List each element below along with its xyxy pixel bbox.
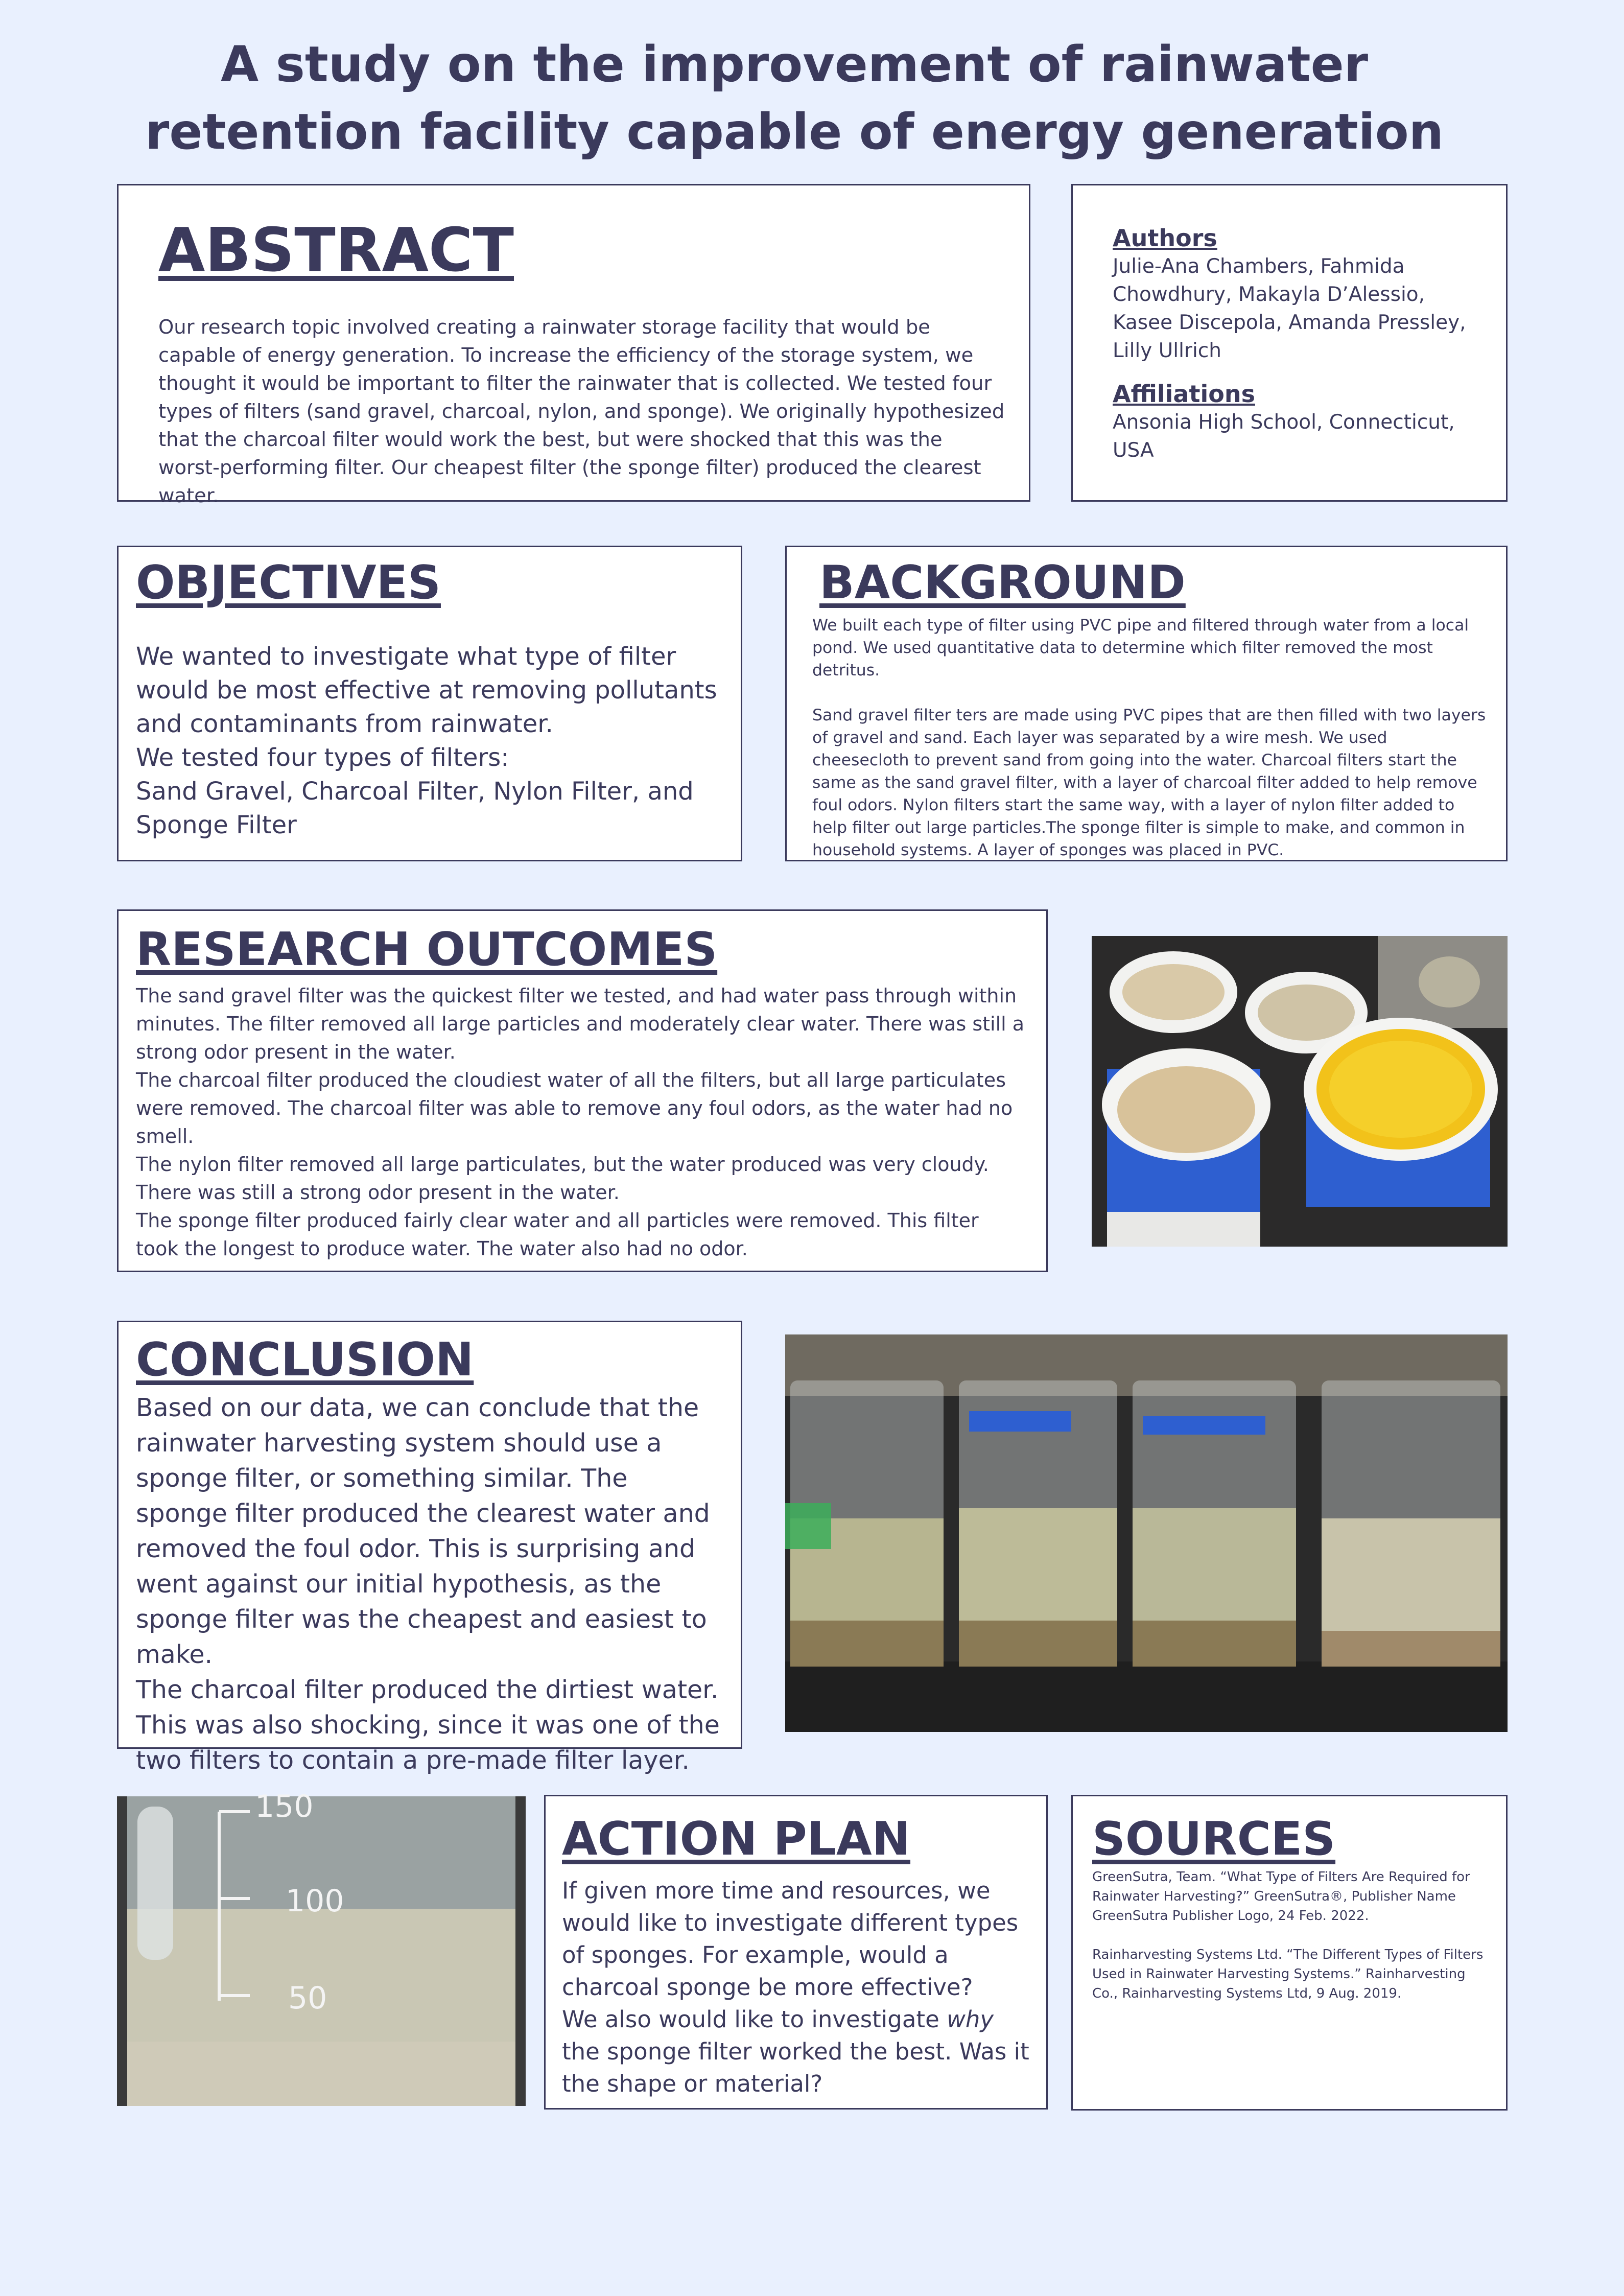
sources-box [1071, 1795, 1508, 2111]
abstract-heading: ABSTRACT [158, 215, 514, 285]
outcomes-heading: RESEARCH OUTCOMES [136, 923, 718, 976]
title-line-2: retention facility capable of energy generation [145, 103, 1444, 160]
action-plan-text [562, 1875, 1033, 2100]
beaker-mark-100: 100 [286, 1883, 344, 1919]
affiliations-heading: Affiliations [1113, 380, 1255, 408]
sources-heading: SOURCES [1092, 1812, 1336, 1866]
objectives-box [117, 546, 742, 861]
background-para-1: We built each type of filter using PVC pipe and filtered through water from a local pond. We used quantitative data to determine which filter removed the most detritus. [812, 616, 1469, 680]
objectives-text: We wanted to investigate what type of filter would be most effective at removing pollutants and contaminants from rainwater. We tested four types of filters: Sand Gravel, Charcoal Filter, Nylon Filter, and Sponge Filter [136, 642, 717, 839]
beaker-closeup-graphic [117, 1789, 526, 2106]
background-para-2: Sand gravel filter ters are made using PVC pipes that are then filled with two layers of gravel and sand. Each layer was separated by a wire mesh. We used cheesecloth to prevent sand from going into the water. Charcoal filters start the same as the sand gravel filter, with a layer of charcoal filter added to help remove foul odors. Nylon filters start the same way, with a layer of nylon filter added to help filter out large particles.The sponge filter is simple to make, and common in household systems. A layer of sponges was placed in PVC. [812, 706, 1486, 859]
outcomes-box [117, 909, 1048, 1272]
conclusion-box [117, 1321, 742, 1775]
conclusion-text: Based on our data, we can conclude that the rainwater harvesting system should use a sponge filter, or something similar. The sponge filter produced the clearest water and removed the foul odor. This is surprising and went against our initial hypothesis, as the sponge filter was the cheapest and easiest to make. The charcoal filter produced the dirtiest water. This was also shocking, since it was one of the two filters to contain a pre-made filter layer. [136, 1393, 720, 1775]
poster-title [117, 31, 1471, 166]
source-2: Rainharvesting Systems Ltd. “The Different Types of Filters Used in Rainwater Harvesting Systems.” Rainharvesting Co., Rainharvesting Systems Ltd, 9 Aug. 2019. [1092, 1947, 1484, 2001]
beaker-mark-150: 150 [255, 1789, 314, 1824]
authors-names: Julie-Ana Chambers, Fahmida Chowdhury, Makayla D’Alessio, Kasee Discepola, Amanda Pressley, Lilly Ullrich [1113, 255, 1466, 363]
title-line-1: A study on the improvement of rainwater [220, 36, 1369, 93]
action-plan-text-1: If given more time and resources, we would like to investigate different types of sponges. For example, would a charcoal sponge be more effective? We also would like to investigate [562, 1877, 1019, 2033]
beaker-mark-50: 50 [288, 1980, 327, 2016]
action-plan-heading: ACTION PLAN [562, 1812, 911, 1866]
action-plan-box [544, 1795, 1048, 2110]
background-heading: BACKGROUND [819, 556, 1186, 610]
authors-heading: Authors [1113, 224, 1217, 252]
action-plan-emphasis: why [947, 2006, 994, 2033]
background-box [785, 546, 1508, 861]
beakers-photo [785, 1334, 1508, 1732]
beaker-closeup-photo [117, 1789, 526, 2106]
outcomes-text: The sand gravel filter was the quickest filter we tested, and had water pass through within minutes. The filter removed all large particles and moderately clear water. There was still a strong odor present in the water. The charcoal filter produced the cloudiest water of all the filters, but all large particulates were removed. The charcoal filter was able to remove any foul odors, as the water had no smell. The nylon filter removed all large particulates, but the water produced was very cloudy. There was still a strong odor present in the water. The sponge filter produced fairly clear water and all particles were removed. This filter took the longest to produce water. The water also had no odor. [136, 985, 1025, 1260]
authors-box [1071, 184, 1508, 502]
filters-photo [1092, 936, 1508, 1247]
abstract-text: Our research topic involved creating a rainwater storage facility that would be capable of energy generation. To increase the efficiency of the storage system, we thought it would be important to filter the rainwater that is collected. We tested four types of filters (sand gravel, charcoal, nylon, and sponge). We originally hypothesized that the charcoal filter would work the best, but were shocked that this was the worst-performing filter. Our cheapest filter (the sponge filter) produced the clearest water. [158, 315, 1005, 507]
filters-photo-graphic [1092, 936, 1508, 1247]
action-plan-text-2: the sponge filter worked the best. Was it the shape or material? [562, 2038, 1029, 2097]
source-1: GreenSutra, Team. “What Type of Filters Are Required for Rainwater Harvesting?” GreenSutra®, Publisher Name GreenSutra Publisher Logo, 24 Feb. 2022. [1092, 1869, 1470, 1924]
objectives-heading: OBJECTIVES [136, 556, 441, 610]
conclusion-heading: CONCLUSION [136, 1333, 474, 1387]
affiliations-text: Ansonia High School, Connecticut, USA [1113, 411, 1455, 462]
abstract-box [117, 184, 1030, 507]
beakers-photo-graphic [785, 1334, 1508, 1732]
